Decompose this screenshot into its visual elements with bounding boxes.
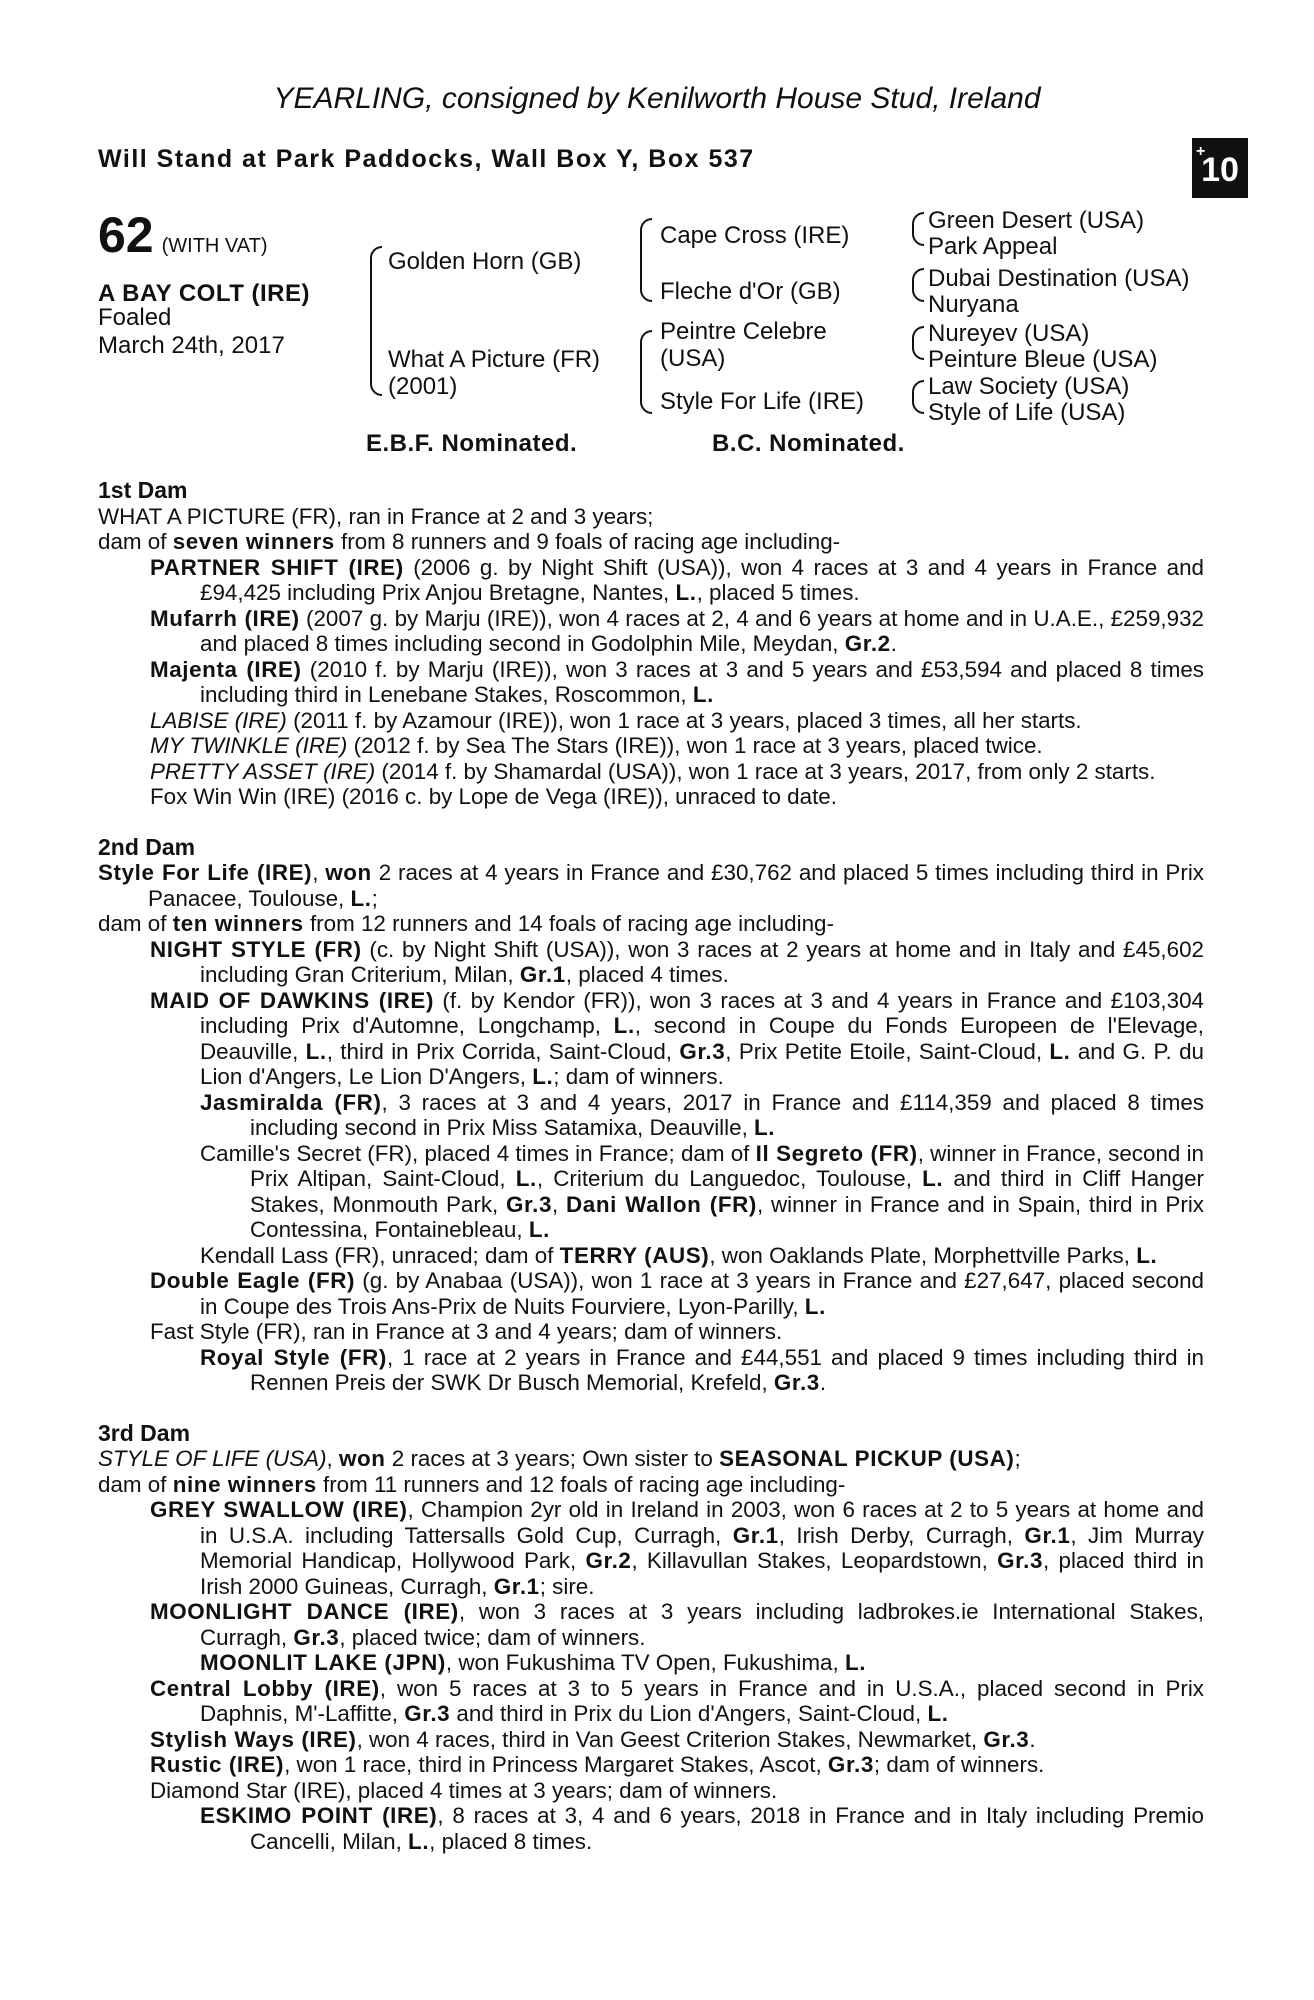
dam2-grandprogeny-4: Royal Style (FR), 1 race at 2 years in France and £44,551 and placed 9 times including third in Rennen Preis der SWK Dr Busch Memorial, Krefeld, Gr.3. (200, 1344, 1205, 1395)
pedigree-brace-sire (640, 218, 652, 302)
dam1-progeny-6: PRETTY ASSET (IRE) (2014 f. by Shamardal (USA)), won 1 race at 3 years, 2017, from only 2 starts. (150, 758, 1156, 784)
bc-nomination: B.C. Nominated. (712, 430, 905, 457)
dam3-progeny-6: Diamond Star (IRE), placed 4 times at 3 years; dam of winners. (150, 1777, 778, 1803)
pedigree-dam-year: (2001) (388, 373, 458, 400)
pedigree-dsd: Peinture Bleue (USA) (928, 346, 1158, 373)
dam1-progeny-5: MY TWINKLE (IRE) (2012 f. by Sea The Stars (IRE)), won 1 race at 3 years, placed twice. (150, 733, 1043, 758)
dam1-progeny-2: Mufarrh (IRE) (2007 g. by Marju (IRE)), won 4 races at 2, 4 and 6 years at home and in U.A.E., £259,932 and placed 8 times including second in Godolphin Mile, Meydan, Gr.2. (150, 605, 1204, 656)
catalogue-body (98, 478, 1204, 1854)
pedigree-dam-dam: Style For Life (IRE) (660, 388, 865, 415)
dam3-grandprogeny-2: ESKIMO POINT (IRE), 8 races at 3, 4 and 6 years, 2018 in France and in Italy including Premio Cancelli, Milan, L., placed 8 times. (200, 1803, 1204, 1854)
dam2-heading: 2nd Dam (98, 833, 196, 860)
dam3-progeny-5: Rustic (IRE), won 1 race, third in Princess Margaret Stakes, Ascot, Gr.3; dam of winners. (150, 1752, 1045, 1777)
badge-number: 10 (1201, 151, 1239, 189)
pedigree-dam-sire (660, 318, 827, 372)
dam3-heading: 3rd Dam (98, 1419, 191, 1446)
dam1-intro: WHAT A PICTURE (FR), ran in France at 2 and 3 years; (98, 503, 654, 529)
dam2-progeny-3: Double Eagle (FR) (g. by Anabaa (USA)), won 1 race at 3 years in France and £27,647, placed second in Coupe des Trois Ans-Prix de Nuits Fourviere, Lyon-Parilly, L. (150, 1268, 1204, 1319)
ebf-nomination: E.B.F. Nominated. (366, 430, 578, 457)
pedigree-dds: Law Society (USA) (928, 373, 1130, 400)
dam1-progeny-7: Fox Win Win (IRE) (2016 c. by Lope de Vega (IRE)), unraced to date. (150, 784, 837, 809)
dam2-intro: Style For Life (IRE), won 2 races at 4 years in France and £30,762 and placed 5 times including third in Prix Panacee, Toulouse, L.; (98, 860, 1204, 911)
dam3-progeny-4: Stylish Ways (IRE), won 4 races, third in Van Geest Criterion Stakes, Newmarket, Gr.3. (150, 1726, 1036, 1752)
dam1-dam-of: dam of seven winners from 8 runners and 9 foals of racing age including- (98, 529, 841, 554)
dam2-progeny-1: NIGHT STYLE (FR) (c. by Night Shift (USA)), won 3 races at 2 years at home and in Italy and £45,602 including Gran Criterium, Milan, Gr.1, placed 4 times. (150, 936, 1204, 987)
pedigree-dam-sire-name: Peintre Celebre (660, 318, 827, 345)
pedigree-ssd: Park Appeal (928, 233, 1058, 260)
dam2-progeny-4: Fast Style (FR), ran in France at 3 and 4 years; dam of winners. (150, 1319, 783, 1344)
dam1-progeny-4: LABISE (IRE) (2011 f. by Azamour (IRE)), won 1 race at 3 years, placed 3 times, all her starts. (150, 707, 1082, 733)
pedigree-sds: Dubai Destination (USA) (928, 265, 1190, 292)
pedigree-sire-sire: Cape Cross (IRE) (660, 222, 850, 249)
pedigree-sdd: Nuryana (928, 291, 1019, 318)
dam3-progeny-3: Central Lobby (IRE), won 5 races at 3 to 5 years in France and in U.S.A., placed second in Prix Daphnis, M'-Laffitte, Gr.3 and third in Prix du Lion d'Angers, Saint-Cloud, L. (150, 1675, 1204, 1726)
dam1-progeny-1: PARTNER SHIFT (IRE) (2006 g. by Night Shift (USA)), won 4 races at 3 and 4 years in France and £94,425 including Prix Anjou Bretagne, Nantes, L., placed 5 times. (150, 554, 1204, 605)
pedigree-sire: Golden Horn (GB) (388, 248, 582, 275)
lot-badge (1192, 138, 1248, 198)
pedigree-sire-dam: Fleche d'Or (GB) (660, 278, 841, 305)
dam2-progeny-2: MAID OF DAWKINS (IRE) (f. by Kendor (FR)), won 3 races at 3 and 4 years in France and £103,304 including Prix d'Automne, Longchamp, L., second in Coupe du Fonds Europeen de l'Elevage, Deauville, L., third in Prix Corrida, Saint-Cloud, Gr.3, Prix Petite Etoile, Saint-Cloud, L. and G. P. du Lion d'Angers, Le Lion D'Angers, L.; dam of winners. (150, 987, 1204, 1089)
foaled-label: Foaled (98, 304, 172, 331)
pedigree-brace-dam (640, 330, 652, 414)
pedigree-brace-ds (912, 326, 924, 360)
dam3-grandprogeny-1: MOONLIT LAKE (JPN), won Fukushima TV Open, Fukushima, L. (200, 1650, 867, 1675)
dam3-intro: STYLE OF LIFE (USA), won 2 races at 3 years; Own sister to SEASONAL PICKUP (USA); (98, 1446, 1021, 1471)
foaled-info (98, 304, 285, 360)
pedigree-dss: Nureyev (USA) (928, 320, 1090, 347)
dam2-grandprogeny-1: Jasmiralda (FR), 3 races at 3 and 4 years, 2017 in France and £114,359 and placed 8 times including second in Prix Miss Satamixa, Deauville, L. (200, 1089, 1205, 1140)
dam2-grandprogeny-2: Camille's Secret (FR), placed 4 times in France; dam of Il Segreto (FR), winner in France, second in Prix Altipan, Saint-Cloud, L., Criterium du Languedoc, Toulouse, L. and third in Cliff Hanger Stakes, Monmouth Park, Gr.3, Dani Wallon (FR), winner in France and in Spain, third in Prix Contessina, Fontainebleau, L. (200, 1140, 1205, 1242)
pedigree-brace-gen1 (370, 246, 382, 396)
pedigree-brace-sd (912, 268, 924, 302)
dam1-heading: 1st Dam (98, 477, 188, 503)
lot-number-block (98, 206, 268, 264)
pedigree-dam-sire-country: (USA) (660, 345, 726, 372)
stand-location: Will Stand at Park Paddocks, Wall Box Y, Box 537 (98, 145, 755, 173)
pedigree-sss: Green Desert (USA) (928, 207, 1145, 234)
lot-number: 62 (98, 207, 154, 263)
dam3-dam-of: dam of nine winners from 11 runners and 12 foals of racing age including- (98, 1471, 846, 1497)
vat-label: (WITH VAT) (161, 235, 268, 257)
catalogue-title: YEARLING, consigned by Kenilworth House Stud, Ireland (273, 82, 1041, 115)
pedigree-dam-name: What A Picture (FR) (388, 346, 601, 373)
pedigree-brace-dd (912, 380, 924, 414)
badge-mark: + (1196, 143, 1206, 160)
dam1-progeny-3: Majenta (IRE) (2010 f. by Marju (IRE)), won 3 races at 3 and 5 years and £53,594 and placed 8 times including third in Lenebane Stakes, Roscommon, L. (150, 656, 1204, 707)
pedigree-dam (388, 346, 600, 400)
dam3-progeny-2: MOONLIGHT DANCE (IRE), won 3 races at 3 years including ladbrokes.ie International Stakes, Curragh, Gr.3, placed twice; dam of winners. (150, 1599, 1204, 1650)
foaled-date: March 24th, 2017 (98, 332, 285, 359)
dam3-progeny-1: GREY SWALLOW (IRE), Champion 2yr old in Ireland in 2003, won 6 races at 2 to 5 years at home and in U.S.A. including Tattersalls Gold Cup, Curragh, Gr.1, Irish Derby, Curragh, Gr.1, Jim Murray Memorial Handicap, Hollywood Park, Gr.2, Killavullan Stakes, Leopardstown, Gr.3, placed third in Irish 2000 Guineas, Curragh, Gr.1; sire. (150, 1497, 1204, 1599)
dam2-dam-of: dam of ten winners from 12 runners and 14 foals of racing age including- (98, 911, 834, 936)
pedigree-brace-ss (912, 212, 924, 246)
dam2-grandprogeny-3: Kendall Lass (FR), unraced; dam of TERRY (AUS), won Oaklands Plate, Morphettville Parks, L. (200, 1242, 1158, 1268)
horse-name: A BAY COLT (IRE) (98, 280, 311, 307)
pedigree-ddd: Style of Life (USA) (928, 399, 1126, 426)
